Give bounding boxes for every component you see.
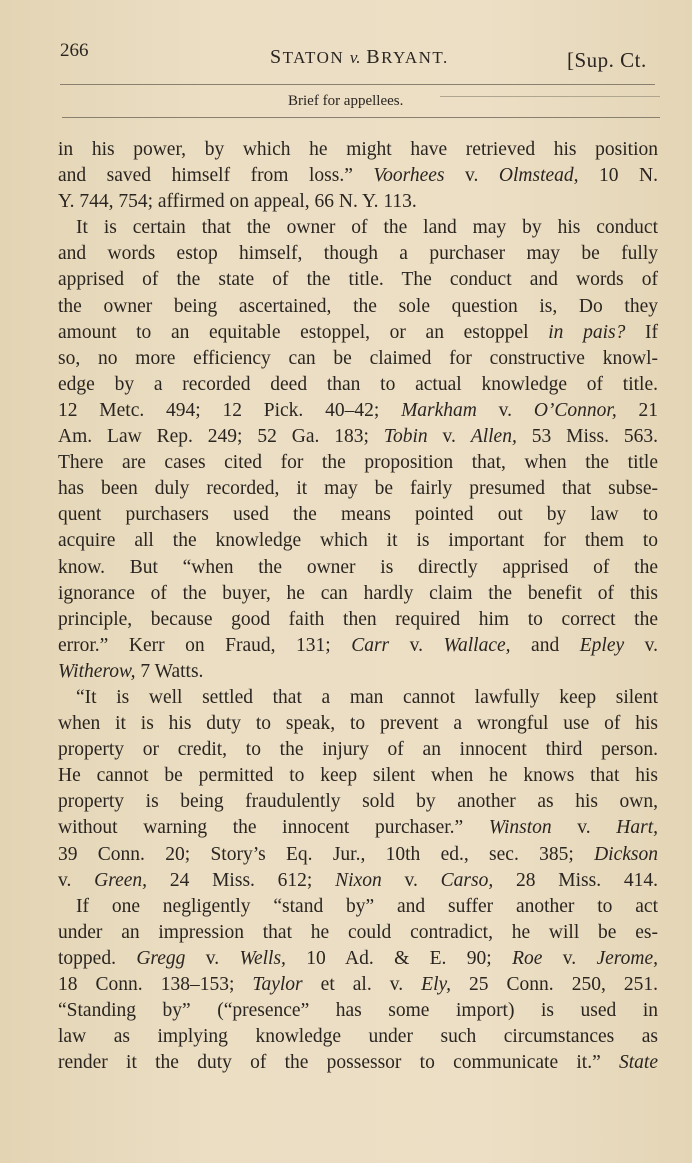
text-run: under an impression that he could contradict, he will be es- xyxy=(58,921,658,943)
text-run: amount to an equitable estoppel, or an estoppel xyxy=(58,321,549,343)
header-rule-top xyxy=(60,84,655,85)
text-line xyxy=(58,450,658,476)
text-run: v. xyxy=(542,947,597,969)
body-text xyxy=(58,137,658,1076)
text-run: and xyxy=(510,634,580,656)
italic-citation: in pais? xyxy=(548,321,626,343)
text-run: 10 Ad. & E. 90; xyxy=(285,947,513,969)
text-run: It is certain that the owner of the land may by his conduct xyxy=(76,217,658,239)
text-line xyxy=(58,502,658,528)
text-run: 10 N. xyxy=(578,165,659,187)
text-run: error.” Kerr on Fraud, 131; xyxy=(58,634,352,656)
text-run: 21 xyxy=(616,399,659,421)
text-line xyxy=(58,868,658,894)
text-run: 24 Miss. 612; xyxy=(147,869,336,891)
italic-citation: Voorhees xyxy=(373,165,445,187)
text-run: 12 Metc. 494; 12 Pick. 40–42; xyxy=(58,399,402,421)
text-run: 25 Conn. 250, 251. xyxy=(450,974,658,995)
text-run: 39 Conn. 20; Story’s Eq. Jur., 10th ed., sec. 385; xyxy=(58,843,595,865)
section-label: Brief for appellees. xyxy=(288,93,404,109)
text-line xyxy=(58,1050,658,1076)
text-run: law as implying knowledge under such circumstances as xyxy=(58,1026,658,1048)
italic-citation: Dickson xyxy=(594,843,658,865)
text-run: so, no more efficiency can be claimed for constructive knowl- xyxy=(58,347,658,369)
text-run: Am. Law Rep. 249; 52 Ga. 183; xyxy=(58,426,384,448)
text-line xyxy=(58,267,658,293)
text-run: “Standing by” (“presence” has some import) is used in xyxy=(58,1000,658,1022)
title-initial-1: S xyxy=(270,46,283,68)
text-line xyxy=(58,946,658,972)
italic-citation: Carr xyxy=(351,634,390,656)
text-run: v. xyxy=(389,634,444,656)
text-line xyxy=(58,241,658,267)
italic-citation: Witherow, xyxy=(58,660,136,682)
italic-citation: Markham xyxy=(401,399,477,421)
italic-citation: Carso, xyxy=(440,869,494,891)
text-line xyxy=(58,346,658,372)
text-run: There are cases cited for the proposition that, when the title xyxy=(58,452,658,474)
text-line xyxy=(58,424,658,450)
text-line xyxy=(58,998,658,1024)
italic-citation: Allen, xyxy=(470,426,517,448)
text-run: Y. 744, 754; affirmed on appeal, 66 N. Y. 113. xyxy=(58,191,417,213)
italic-citation: Taylor xyxy=(252,974,303,995)
italic-citation: Olmstead, xyxy=(498,165,579,187)
text-line xyxy=(58,737,658,763)
text-line xyxy=(58,920,658,946)
text-line xyxy=(58,137,658,163)
text-run: v. xyxy=(381,869,441,891)
text-run: ignorance of the buyer, he can hardly claim the benefit of this xyxy=(58,582,658,604)
text-run: the owner being ascertained, the sole question is, Do they xyxy=(58,295,658,317)
italic-citation: Winston xyxy=(488,817,552,839)
text-line xyxy=(58,294,658,320)
court-label: [Sup. Ct. xyxy=(567,48,647,72)
text-run: v. xyxy=(444,165,499,187)
text-run: principle, because good faith then required him to correct the xyxy=(58,608,658,630)
text-run: in his power, by which he might have retrieved his position xyxy=(58,139,658,160)
text-line xyxy=(58,555,658,581)
italic-citation: Hart, xyxy=(616,817,658,839)
page-header xyxy=(0,40,692,80)
text-run: apprised of the state of the title. The conduct and words of xyxy=(58,269,658,291)
text-run: 28 Miss. 414. xyxy=(493,869,658,891)
text-line xyxy=(58,894,658,920)
italic-citation: Gregg xyxy=(136,947,186,969)
text-run: render it the duty of the possessor to communicate it.” xyxy=(58,1052,619,1074)
text-run: property is being fraudulently sold by another as his own, xyxy=(58,791,658,813)
italic-citation: Wallace, xyxy=(443,634,511,656)
text-run: without warning the innocent purchaser.” xyxy=(58,817,489,839)
text-line xyxy=(58,189,658,215)
text-run: 18 Conn. 138–153; xyxy=(58,974,253,995)
text-run: v. xyxy=(551,817,617,839)
text-line xyxy=(58,372,658,398)
text-run: v. xyxy=(58,869,95,891)
italic-citation: Epley xyxy=(579,634,625,656)
italic-citation: Tobin xyxy=(383,426,428,448)
text-line xyxy=(58,163,658,189)
text-run: acquire all the knowledge which it is important for them to xyxy=(58,530,658,552)
text-line xyxy=(58,1024,658,1050)
text-run: when it is his duty to speak, to prevent a wrongful use of his xyxy=(58,713,658,735)
text-line xyxy=(58,215,658,241)
text-line xyxy=(58,789,658,815)
title-word-1: TATON xyxy=(282,48,345,67)
text-line xyxy=(58,476,658,502)
italic-citation: Wells, xyxy=(239,947,286,969)
italic-citation: State xyxy=(619,1052,658,1074)
text-line xyxy=(58,320,658,346)
text-line xyxy=(58,528,658,554)
text-run: know. But “when the owner is directly apprised of the xyxy=(58,556,658,578)
text-run: and words estop himself, though a purchaser may be fully xyxy=(58,243,658,265)
text-line xyxy=(58,581,658,607)
text-run: 53 Miss. 563. xyxy=(516,426,659,448)
italic-citation: Nixon xyxy=(335,869,382,891)
text-run: property or credit, to the injury of an innocent third person. xyxy=(58,739,658,761)
text-line xyxy=(58,815,658,841)
text-run: He cannot be permitted to keep silent when he knows that his xyxy=(58,765,658,787)
running-title xyxy=(270,46,449,69)
text-run: v. xyxy=(427,426,471,448)
text-run: If xyxy=(625,321,658,343)
text-line xyxy=(58,659,658,685)
title-versus: v. xyxy=(349,48,361,67)
header-rule-faint xyxy=(440,96,660,97)
page-number: 266 xyxy=(60,40,89,61)
header-rule-bottom xyxy=(62,117,660,118)
text-line xyxy=(58,607,658,633)
text-run: topped. xyxy=(58,947,137,969)
text-run: v. xyxy=(624,634,659,656)
text-run: et al. v. xyxy=(302,974,422,995)
title-word-2: RYANT. xyxy=(381,48,449,67)
text-run: v. xyxy=(476,399,534,421)
italic-citation: Ely, xyxy=(421,974,451,995)
italic-citation: Jerome, xyxy=(596,947,659,969)
text-line xyxy=(58,972,658,998)
text-run: quent purchasers used the means pointed out by law to xyxy=(58,504,658,526)
italic-citation: Green, xyxy=(94,869,148,891)
italic-citation: O’Connor, xyxy=(533,399,617,421)
text-run: has been duly recorded, it may be fairly presumed that subse- xyxy=(58,478,658,500)
text-line xyxy=(58,398,658,424)
text-run: v. xyxy=(185,947,240,969)
text-line xyxy=(58,842,658,868)
text-line xyxy=(58,711,658,737)
text-run: “It is well settled that a man cannot lawfully keep silent xyxy=(76,686,658,708)
text-line xyxy=(58,685,658,711)
text-run: 7 Watts. xyxy=(135,660,204,682)
text-run: edge by a recorded deed than to actual knowledge of title. xyxy=(58,373,658,395)
text-line xyxy=(58,763,658,789)
italic-citation: Roe xyxy=(512,947,543,969)
text-line xyxy=(58,633,658,659)
text-run: If one negligently “stand by” and suffer another to act xyxy=(76,895,658,917)
title-initial-2: B xyxy=(366,46,382,68)
text-run: and saved himself from loss.” xyxy=(58,165,374,187)
